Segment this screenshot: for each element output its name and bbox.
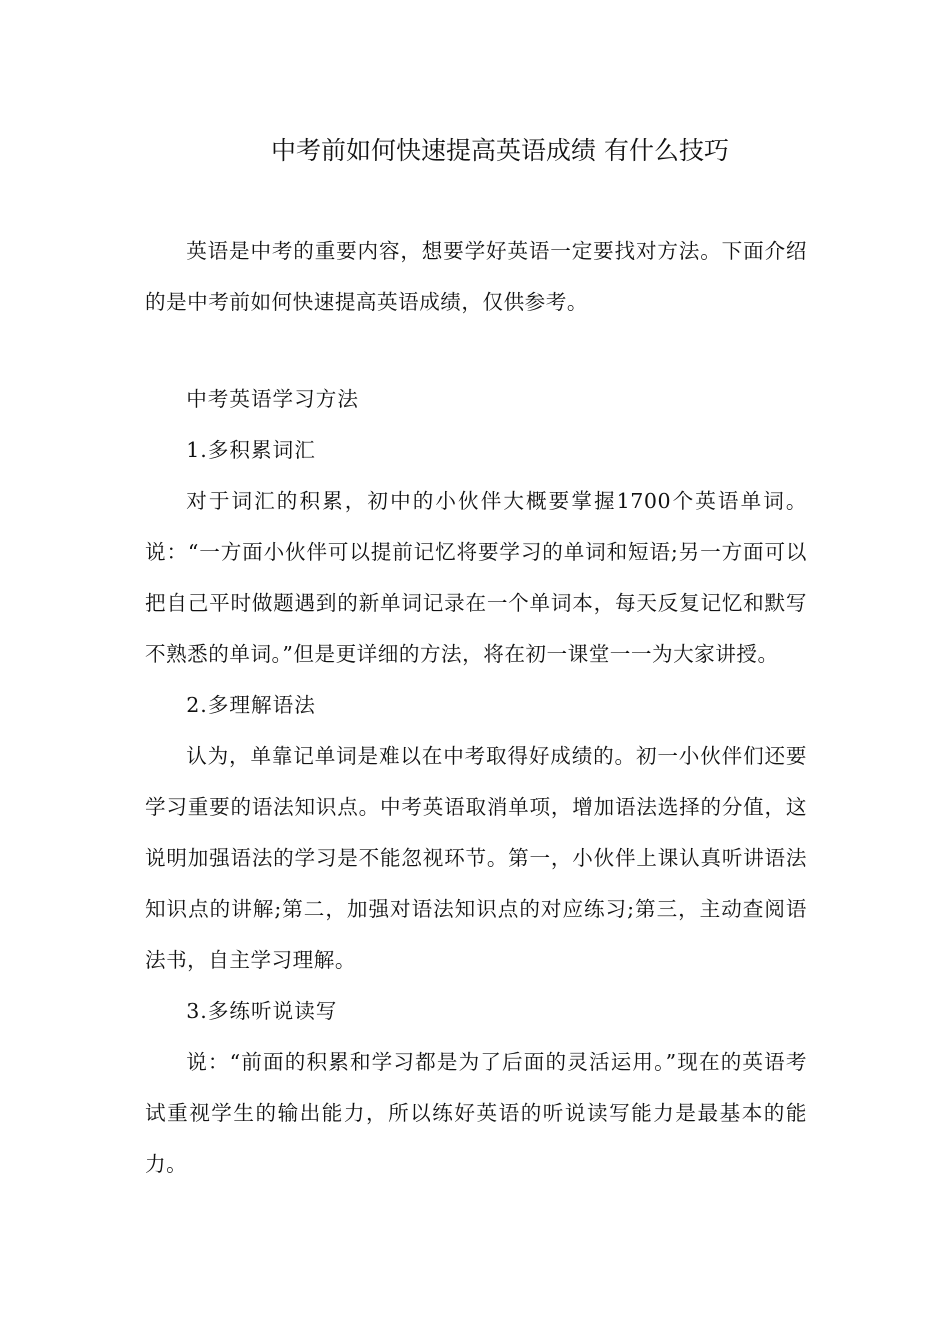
method-section xyxy=(145,374,807,1190)
point-paragraph-vocabulary: 对于词汇的积累，初中的小伙伴大概要掌握1700个英语单词。说：“一方面小伙伴可以提前记忆将要学习的单词和短语;另一方面可以把自己平时做题遇到的新单词记录在一个单词本，每天反复记忆和默写不熟悉的单词。”但是更详细的方法，将在初一课堂一一为大家讲授。 xyxy=(145,489,807,666)
point-paragraph-grammar: 认为，单靠记单词是难以在中考取得好成绩的。初一小伙伴们还要学习重要的语法知识点。中考英语取消单项，增加语法选择的分值，这说明加强语法的学习是不能忽视环节。第一，小伙伴上课认真听讲语法知识点的讲解;第二，加强对语法知识点的对应练习;第三，主动查阅语法书，自主学习理解。 xyxy=(145,744,807,972)
section-heading: 中考英语学习方法 xyxy=(186,387,359,411)
point-paragraph-skills: 说：“前面的积累和学习都是为了后面的灵活运用。”现在的英语考试重视学生的输出能力，所以练好英语的听说读写能力是最基本的能力。 xyxy=(145,1050,807,1176)
point-heading-skills: 3.多练听说读写 xyxy=(186,999,338,1023)
intro-block xyxy=(145,226,807,328)
point-heading-vocabulary: 1.多积累词汇 xyxy=(186,438,316,462)
intro-paragraph: 英语是中考的重要内容，想要学好英语一定要找对方法。下面介绍的是中考前如何快速提高英语成绩，仅供参考。 xyxy=(145,239,807,314)
document-title: 中考前如何快速提高英语成绩 有什么技巧 xyxy=(271,136,729,165)
point-heading-grammar: 2.多理解语法 xyxy=(186,693,316,717)
